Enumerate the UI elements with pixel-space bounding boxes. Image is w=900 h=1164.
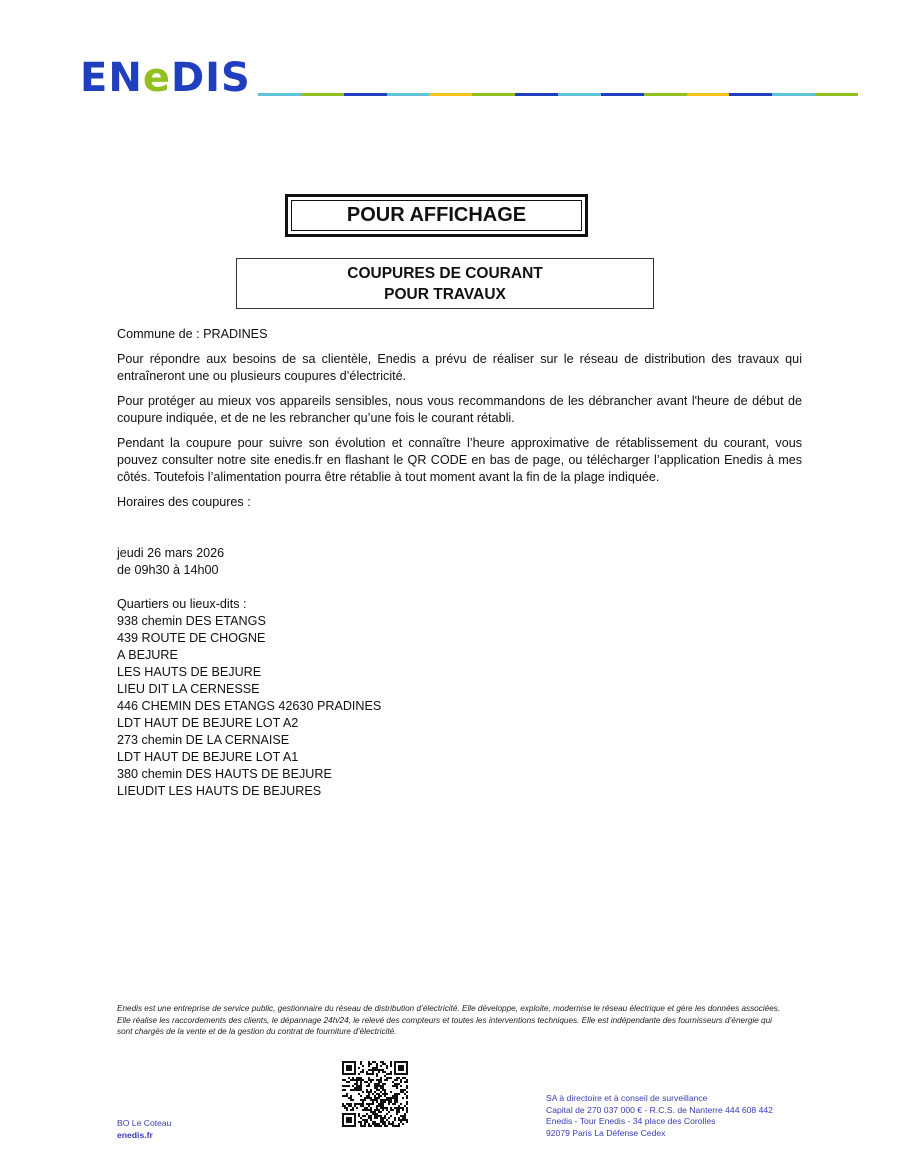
rule-segment xyxy=(601,93,644,96)
qr-code[interactable] xyxy=(342,1061,408,1127)
rule-segment xyxy=(815,93,858,96)
location-item: LES HAUTS DE BEJURE xyxy=(117,665,262,679)
rule-segment xyxy=(644,93,687,96)
footer-office: BO Le Coteau xyxy=(117,1118,172,1128)
commune-line: Commune de : PRADINES xyxy=(117,327,268,341)
outage-time-range: de 09h30 à 14h00 xyxy=(117,563,219,577)
quartiers-label: Quartiers ou lieux-dits : xyxy=(117,597,247,611)
paragraph-intro: Pour répondre aux besoins de sa clientèle, Enedis a prévu de réaliser sur le réseau de distribution des travaux qui entraîneront une ou plusieurs coupures d’électricité. xyxy=(117,352,802,383)
logo-text-right: DIS xyxy=(170,55,251,101)
location-item: LDT HAUT DE BEJURE LOT A1 xyxy=(117,750,299,764)
rule-segment xyxy=(344,93,387,96)
legal-notice: Enedis est une entreprise de service public, gestionnaire du réseau de distribution d’électricité. Elle développe, exploite, modernise le réseau électrique et gère les données associées. Elle réalise les raccordements des clients, le dépannage 24h/24, le relevé des compteurs et toutes les interventions techniques. Elle est indépendante des fournisseurs d’énergie qui sont chargés de la vente et de la gestion du contrat de fourniture d’électricité. xyxy=(117,1004,781,1036)
location-item: A BEJURE xyxy=(117,648,178,662)
header-color-rule xyxy=(258,93,858,96)
rule-segment xyxy=(772,93,815,96)
title-box xyxy=(285,194,588,237)
footer-info-line: Capital de 270 037 000 € - R.C.S. de Nanterre 444 608 442 xyxy=(546,1104,773,1115)
rule-segment xyxy=(258,93,301,96)
footer-info-line: Enedis - Tour Enedis - 34 place des Corolles xyxy=(546,1116,716,1127)
paragraph-advice: Pour protéger au mieux vos appareils sensibles, nous vous recommandons de les débrancher avant l'heure de début de coupure indiquée, et de ne les rebrancher qu’une fois le courant rétabli. xyxy=(117,394,802,425)
location-item: LIEUDIT LES HAUTS DE BEJURES xyxy=(117,784,322,798)
location-item: 380 chemin DES HAUTS DE BEJURE xyxy=(117,767,332,781)
location-item: LIEU DIT LA CERNESSE xyxy=(117,682,260,696)
horaires-label: Horaires des coupures : xyxy=(117,495,251,509)
location-item: LDT HAUT DE BEJURE LOT A2 xyxy=(117,716,299,730)
location-item: 446 CHEMIN DES ETANGS 42630 PRADINES xyxy=(117,699,382,713)
footer-info-line: SA à directoire et à conseil de surveillance xyxy=(546,1093,708,1103)
footer-left xyxy=(117,1117,171,1141)
rule-segment xyxy=(301,93,344,96)
location-item: 439 ROUTE DE CHOGNE xyxy=(117,631,266,645)
footer-website-link[interactable]: enedis.fr xyxy=(117,1130,153,1140)
rule-segment xyxy=(687,93,730,96)
subtitle-line-1: COUPURES DE COURANT xyxy=(347,265,543,282)
rule-segment xyxy=(387,93,430,96)
footer-company-info xyxy=(546,1093,773,1139)
subtitle-line-2: POUR TRAVAUX xyxy=(384,286,506,303)
notice-body xyxy=(117,326,802,800)
location-item: 273 chemin DE LA CERNAISE xyxy=(117,733,290,747)
rule-segment xyxy=(515,93,558,96)
rule-segment xyxy=(729,93,772,96)
rule-segment xyxy=(558,93,601,96)
location-item: 938 chemin DES ETANGS xyxy=(117,614,266,628)
rule-segment xyxy=(472,93,515,96)
enedis-logo xyxy=(80,55,251,101)
page-title: POUR AFFICHAGE xyxy=(291,200,582,231)
paragraph-info: Pendant la coupure pour suivre son évolution et connaître l’heure approximative de rétablissement du courant, vous pouvez consulter notre site enedis.fr en flashant le QR CODE en bas de page, ou télécharger l’application Enedis à mes côtés. Toutefois l’alimentation pourra être rétablie à tout moment avant la fin de la plage indiquée. xyxy=(117,436,802,484)
footer-info-line: 92079 Paris La Défense Cedex xyxy=(546,1127,666,1138)
rule-segment xyxy=(429,93,472,96)
logo-text-mid: e xyxy=(142,55,171,101)
logo-text-left: EN xyxy=(80,55,143,101)
subtitle-box xyxy=(236,258,654,309)
outage-date: jeudi 26 mars 2026 xyxy=(117,546,225,560)
